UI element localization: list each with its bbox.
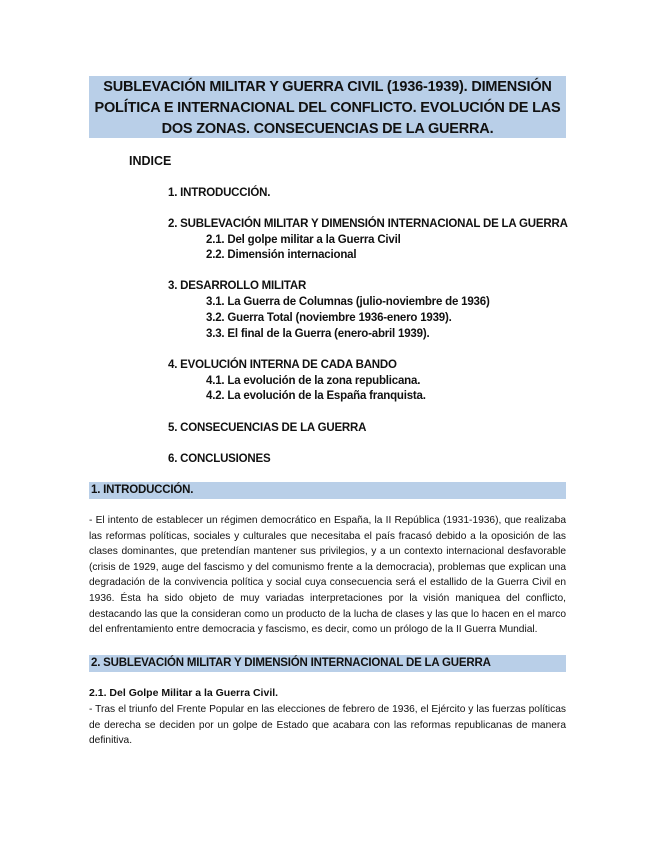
section-1-heading: 1. INTRODUCCIÓN. — [91, 484, 194, 496]
section-2-1-paragraph: - Tras el triunfo del Frente Popular en las elecciones de febrero de 1936, el Ejército y las fuerzas políticas de derecha se deciden por un golpe de Estado que acabara con las reformas republicanas de manera definitiva. — [89, 704, 566, 747]
title-line: SUBLEVACIÓN MILITAR Y GUERRA CIVIL (1936-1939). DIMENSIÓN — [103, 79, 552, 95]
toc-subitem-3-1[interactable]: 3.1. La Guerra de Columnas (julio-noviembre de 1936) — [206, 296, 490, 308]
toc-item-2[interactable]: 2. SUBLEVACIÓN MILITAR Y DIMENSIÓN INTERNACIONAL DE LA GUERRA — [168, 218, 568, 230]
section-1-header — [89, 482, 566, 499]
section-2-1-heading: 2.1. Del Golpe Militar a la Guerra Civil. — [89, 687, 279, 699]
title-line: POLÍTICA E INTERNACIONAL DEL CONFLICTO. EVOLUCIÓN DE LAS — [94, 100, 561, 116]
toc-subitem-2-1[interactable]: 2.1. Del golpe militar a la Guerra Civil — [206, 234, 401, 246]
document-title — [89, 76, 566, 138]
toc-item-3[interactable]: 3. DESARROLLO MILITAR — [168, 280, 307, 292]
toc-item-5[interactable]: 5. CONSECUENCIAS DE LA GUERRA — [168, 422, 367, 434]
section-2-heading: 2. SUBLEVACIÓN MILITAR Y DIMENSIÓN INTERNACIONAL DE LA GUERRA — [91, 657, 491, 669]
toc-subitem-3-2[interactable]: 3.2. Guerra Total (noviembre 1936-enero 1939). — [206, 312, 452, 324]
title-line: DOS ZONAS. CONSECUENCIAS DE LA GUERRA. — [161, 121, 494, 137]
section-1-paragraph: - El intento de establecer un régimen democrático en España, la II República (1931-1936), que realizaba las reformas políticas, sociales y culturales que necesitaba el país fracasó debido a la oposición de las clases dominantes, que pretendían mantener sus privilegios, y a un contexto internacional desfavorable (crisis de 1929, auge del fascismo y del comunismo frente a la democracia), problemas que explican una degradación de la convivencia política y social cuya consecuencia será el estallido de la Guerra Civil en 1936. Ésta ha sido objeto de muy variadas interpretaciones por la visión maniquea del conflicto, destacando las que la consideran como un producto de la lucha de clases y las que lo hacen en el marco del enfrentamiento entre democracia y fascismo, es decir, como un prólogo de la II Guerra Mundial. — [89, 515, 566, 636]
toc-item-4[interactable]: 4. EVOLUCIÓN INTERNA DE CADA BANDO — [168, 359, 397, 371]
section-2-header — [89, 655, 566, 672]
toc-item-1[interactable]: 1. INTRODUCCIÓN. — [168, 187, 271, 199]
toc-subitem-3-3[interactable]: 3.3. El final de la Guerra (enero-abril 1939). — [206, 328, 430, 340]
toc-subitem-4-2[interactable]: 4.2. La evolución de la España franquista. — [206, 390, 426, 402]
index-heading: INDICE — [129, 154, 172, 168]
toc-subitem-2-2[interactable]: 2.2. Dimensión internacional — [206, 249, 357, 261]
toc-subitem-4-1[interactable]: 4.1. La evolución de la zona republicana. — [206, 375, 421, 387]
toc-item-6[interactable]: 6. CONCLUSIONES — [168, 453, 271, 465]
